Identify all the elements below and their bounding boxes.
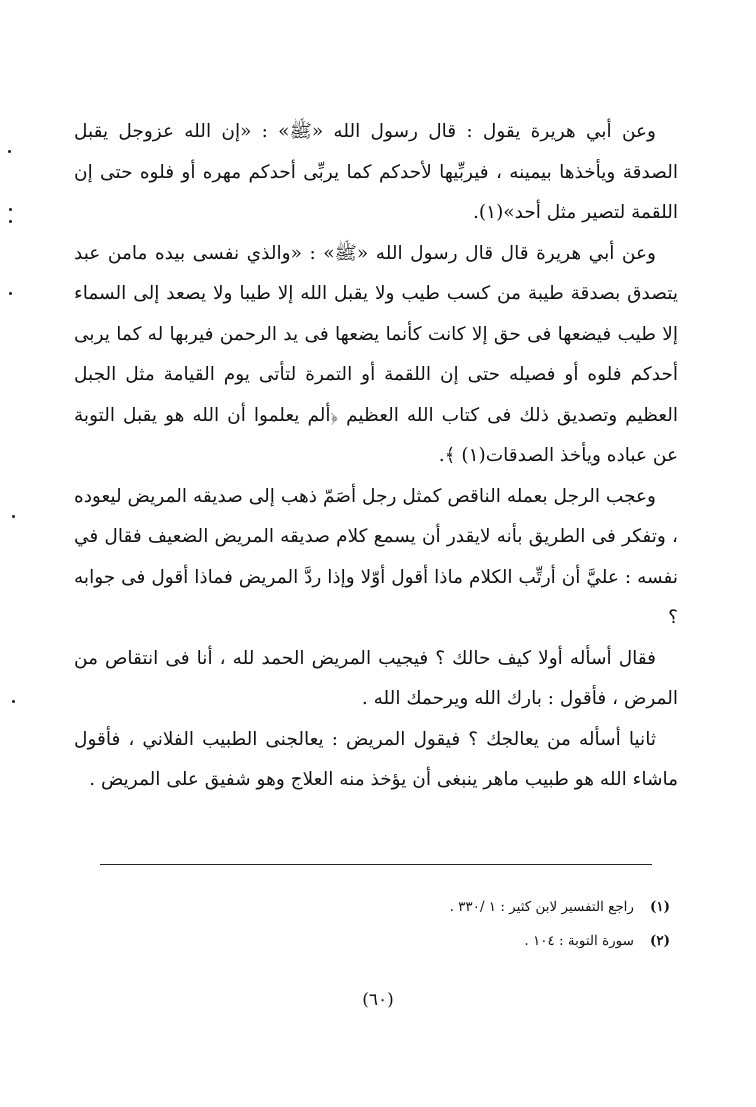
paragraph: وعجب الرجل بعمله الناقص كمثل رجل أصَمّ ذهب إلى صديقه المريض ليعوده ، وتفكر فى الطريق بأنه لايقدر أن يسمع كلام صديقه المريض الضعيف فقال في نفسه : عليَّ أن أرتِّب الكلام ماذا أقول أوّلا وإذا ردَّ المريض فماذا أقول فى جوابه ؟ [74,485,678,628]
main-text [74,112,678,801]
paragraph: ثانيا أسأله من يعالجك ؟ فيقول المريض : يعالجنى الطبيب الفلاني ، فأقول ماشاء الله هو طبيب ماهر ينبغى أن يؤخذ منه العلاج وهو شفيق على المريض . [74,728,678,790]
scan-speck [9,208,12,211]
footnote [450,924,670,958]
footnote-text: سورة التوبة : ١٠٤ . [524,933,634,949]
scan-speck [8,150,11,153]
scan-speck [12,700,15,703]
paragraph: وعن أبي هريرة يقول : قال رسول الله «ﷺ» : «إن الله عزوجل يقبل الصدقة ويأخذها بيمينه ، فيربِّيها لأحدكم كما يربِّى أحدكم مهره أو فلوه حتى إن اللقمة لتصير مثل أحد»(١). [74,121,678,223]
scan-speck [12,515,15,518]
paragraph: وعن أبي هريرة قال قال رسول الله «ﷺ» : «والذي نفسى بيده مامن عبد يتصدق بصدقة طيبة من كسب طيب ولا يقبل الله إلا طيبا ولا يصعد إلى السماء إلا طيب فيضعها فى حق إلا كانت كأنما يضعها فى يد الرحمن فيربها له كما يربى أحدكم فلوه أو فصيله حتى إن اللقمة أو التمرة لتأتى يوم القيامة مثل الجبل العظيم وتصديق ذلك فى كتاب الله العظيم ﴿ألم يعلموا أن الله هو يقبل التوبة عن عباده ويأخذ الصدقات(١) ﴾. [74,242,678,466]
paragraph: فقال أسأله أولا كيف حالك ؟ فيجيب المريض الحمد لله ، أنا فى انتقاص من المرض ، فأقول : بارك الله ويرحمك الله . [74,647,678,709]
scan-speck [9,292,12,295]
footnote-mark: (١) [649,899,670,915]
footnote-mark: (٢) [649,933,670,949]
footnote-text: راجع التفسير لابن كثير : ١ /٣٣٠ . [449,899,634,915]
page-number: (٦٠) [362,990,394,1010]
footnote-divider [100,864,652,865]
footnotes [450,890,670,958]
footnote [450,890,670,924]
scan-speck [9,220,12,223]
